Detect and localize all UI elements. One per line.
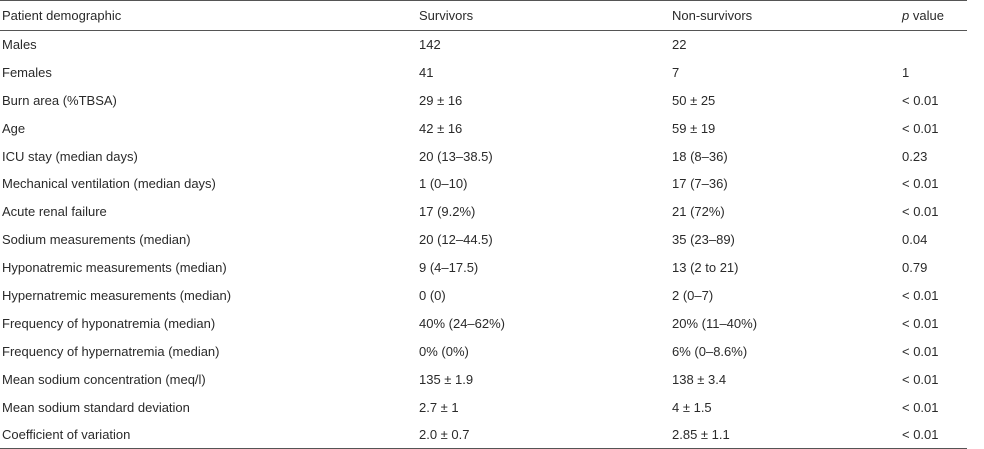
row-label-cell: Mechanical ventilation (median days) <box>2 176 216 192</box>
table-header <box>0 1 967 31</box>
p-value-cell: 0.23 <box>902 148 928 164</box>
table-row <box>0 170 967 198</box>
survivors-cell: 20 (12–44.5) <box>419 232 493 248</box>
non-survivors-cell: 18 (8–36) <box>672 148 728 164</box>
p-value-cell: < 0.01 <box>902 399 939 415</box>
non-survivors-cell: 6% (0–8.6%) <box>672 343 748 359</box>
p-value-cell: < 0.01 <box>900 421 967 449</box>
row-label-cell: Mean sodium standard deviation <box>2 399 190 415</box>
non-survivors-cell: 7 <box>672 64 680 80</box>
survivors-cell: 2.0 ± 0.7 <box>417 421 670 449</box>
table-row <box>0 254 967 282</box>
row-label-cell: Females <box>2 64 52 80</box>
table-row <box>0 114 967 142</box>
p-value-cell: < 0.01 <box>902 92 939 108</box>
row-label-cell: Males <box>2 37 37 53</box>
header-p-rest: value <box>909 8 944 23</box>
header-survivors: Survivors <box>417 1 670 31</box>
non-survivors-cell: 2.85 ± 1.1 <box>670 421 900 449</box>
p-value-cell: < 0.01 <box>902 120 939 136</box>
row-label-cell: Coefficient of variation <box>0 421 417 449</box>
survivors-cell: 9 (4–17.5) <box>419 260 479 276</box>
row-label-cell: Burn area (%TBSA) <box>2 92 117 108</box>
non-survivors-cell: 2 (0–7) <box>672 287 714 303</box>
table-row <box>0 309 967 337</box>
table-body <box>0 31 967 449</box>
non-survivors-cell: 138 ± 3.4 <box>672 371 727 387</box>
non-survivors-cell: 4 ± 1.5 <box>672 399 712 415</box>
p-value-cell: 1 <box>902 64 910 80</box>
p-value-cell: < 0.01 <box>902 371 939 387</box>
p-value-cell: < 0.01 <box>902 204 939 220</box>
table-row <box>0 86 967 114</box>
row-label-cell: Sodium measurements (median) <box>2 232 191 248</box>
non-survivors-cell: 13 (2 to 21) <box>672 260 739 276</box>
survivors-cell: 40% (24–62%) <box>419 315 505 331</box>
survivors-cell: 0 (0) <box>419 287 446 303</box>
survivors-cell: 1 (0–10) <box>419 176 468 192</box>
survivors-cell: 135 ± 1.9 <box>419 371 474 387</box>
survivors-cell: 2.7 ± 1 <box>419 399 459 415</box>
table-row <box>0 337 967 365</box>
p-value-cell: 0.04 <box>902 232 928 248</box>
header-p-value <box>900 1 967 31</box>
table-row <box>0 226 967 254</box>
p-value-cell: < 0.01 <box>902 343 939 359</box>
p-value-cell: 0.79 <box>902 260 928 276</box>
table-row <box>0 365 967 393</box>
non-survivors-cell: 50 ± 25 <box>672 92 716 108</box>
table-row <box>0 198 967 226</box>
table-row <box>0 58 967 86</box>
non-survivors-cell: 59 ± 19 <box>672 120 716 136</box>
survivors-cell: 41 <box>419 64 434 80</box>
non-survivors-cell: 35 (23–89) <box>672 232 735 248</box>
header-non-survivors: Non-survivors <box>670 1 900 31</box>
row-label-cell: Hypernatremic measurements (median) <box>2 287 232 303</box>
survivors-cell: 20 (13–38.5) <box>419 148 493 164</box>
survivors-cell: 29 ± 16 <box>419 92 463 108</box>
header-demographic: Patient demographic <box>0 1 417 31</box>
survivors-cell: 142 <box>419 37 441 53</box>
table-row <box>0 282 967 310</box>
non-survivors-cell: 22 <box>672 37 687 53</box>
p-value-cell: < 0.01 <box>902 287 939 303</box>
non-survivors-cell: 21 (72%) <box>672 204 725 220</box>
row-label-cell: Hyponatremic measurements (median) <box>2 260 227 276</box>
header-row <box>0 1 967 31</box>
non-survivors-cell: 20% (11–40%) <box>672 315 758 331</box>
row-label-cell: Mean sodium concentration (meq/l) <box>2 371 206 387</box>
table-row <box>0 421 967 449</box>
p-value-cell: < 0.01 <box>902 176 939 192</box>
table-row <box>0 31 967 59</box>
survivors-cell: 17 (9.2%) <box>419 204 476 220</box>
survivors-cell: 0% (0%) <box>419 343 469 359</box>
row-label-cell: Frequency of hyponatremia (median) <box>2 315 216 331</box>
header-p-italic: p <box>902 8 910 23</box>
survivors-cell: 42 ± 16 <box>419 120 463 136</box>
p-value-cell: < 0.01 <box>902 315 939 331</box>
table-row <box>0 393 967 421</box>
row-label-cell: Acute renal failure <box>2 204 107 220</box>
table-row <box>0 142 967 170</box>
row-label-cell: Age <box>2 120 26 136</box>
row-label-cell: Frequency of hypernatremia (median) <box>2 343 220 359</box>
p-value-cell <box>900 31 967 59</box>
row-label-cell: ICU stay (median days) <box>2 148 138 164</box>
non-survivors-cell: 17 (7–36) <box>672 176 728 192</box>
